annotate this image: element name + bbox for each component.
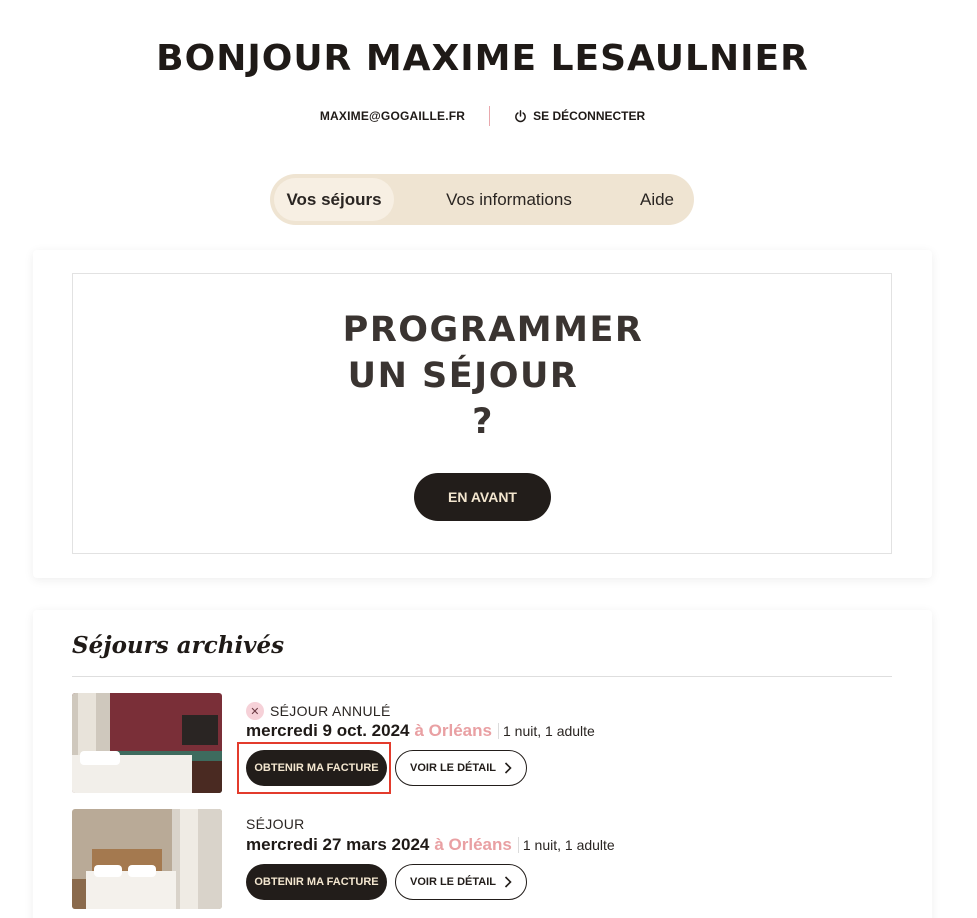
stay-city[interactable]: à Orléans [434, 835, 512, 854]
program-card [33, 250, 932, 578]
get-invoice-button[interactable]: OBTENIR MA FACTURE [246, 750, 387, 786]
program-title-line-3: ? [472, 402, 494, 442]
archive-title: Séjours archivés [72, 632, 285, 659]
stay-city[interactable]: à Orléans [414, 721, 492, 740]
stay-date: mercredi 9 oct. 2024 [246, 721, 410, 740]
chevron-right-icon [504, 762, 512, 774]
tab-bar [270, 174, 694, 225]
power-icon [514, 110, 527, 123]
program-title-line-1: PROGRAMMER [342, 310, 644, 350]
account-email: MAXIME@GOGAILLE.FR [319, 109, 466, 123]
stay-guests: 1 nuit, 1 adulte [498, 723, 595, 739]
view-detail-label: VOIR LE DÉTAIL [410, 762, 496, 774]
status-text: SÉJOUR [246, 816, 305, 832]
stay-info [246, 721, 595, 741]
logout-button[interactable] [490, 109, 645, 123]
stay-date: mercredi 27 mars 2024 [246, 835, 430, 854]
list-item [72, 809, 892, 909]
account-row [0, 106, 965, 126]
program-title [73, 307, 893, 445]
divider [72, 676, 892, 677]
stay-info [246, 835, 615, 855]
stay-photo [72, 693, 222, 793]
view-detail-button[interactable] [395, 750, 527, 786]
view-detail-label: VOIR LE DÉTAIL [410, 876, 496, 888]
program-title-line-2: UN SÉJOUR [347, 356, 579, 396]
chevron-right-icon [504, 876, 512, 888]
archive-card [33, 610, 932, 918]
en-avant-button[interactable]: EN AVANT [414, 473, 551, 521]
status-text: SÉJOUR ANNULÉ [270, 703, 391, 719]
get-invoice-button[interactable]: OBTENIR MA FACTURE [246, 864, 387, 900]
greeting-title: BONJOUR MAXIME LESAULNIER [156, 38, 809, 79]
tab-vos-informations[interactable]: Vos informations [446, 189, 572, 209]
logout-label: SE DÉCONNECTER [533, 109, 646, 123]
stay-guests: 1 nuit, 1 adulte [518, 837, 615, 853]
view-detail-button[interactable] [395, 864, 527, 900]
status-badge [246, 816, 305, 832]
list-item [72, 693, 892, 793]
program-box [72, 273, 892, 554]
tab-aide[interactable]: Aide [639, 189, 675, 209]
tab-vos-sejours[interactable]: Vos séjours [274, 178, 394, 221]
status-badge [246, 702, 391, 720]
stay-photo [72, 809, 222, 909]
close-icon: ✕ [246, 702, 264, 720]
